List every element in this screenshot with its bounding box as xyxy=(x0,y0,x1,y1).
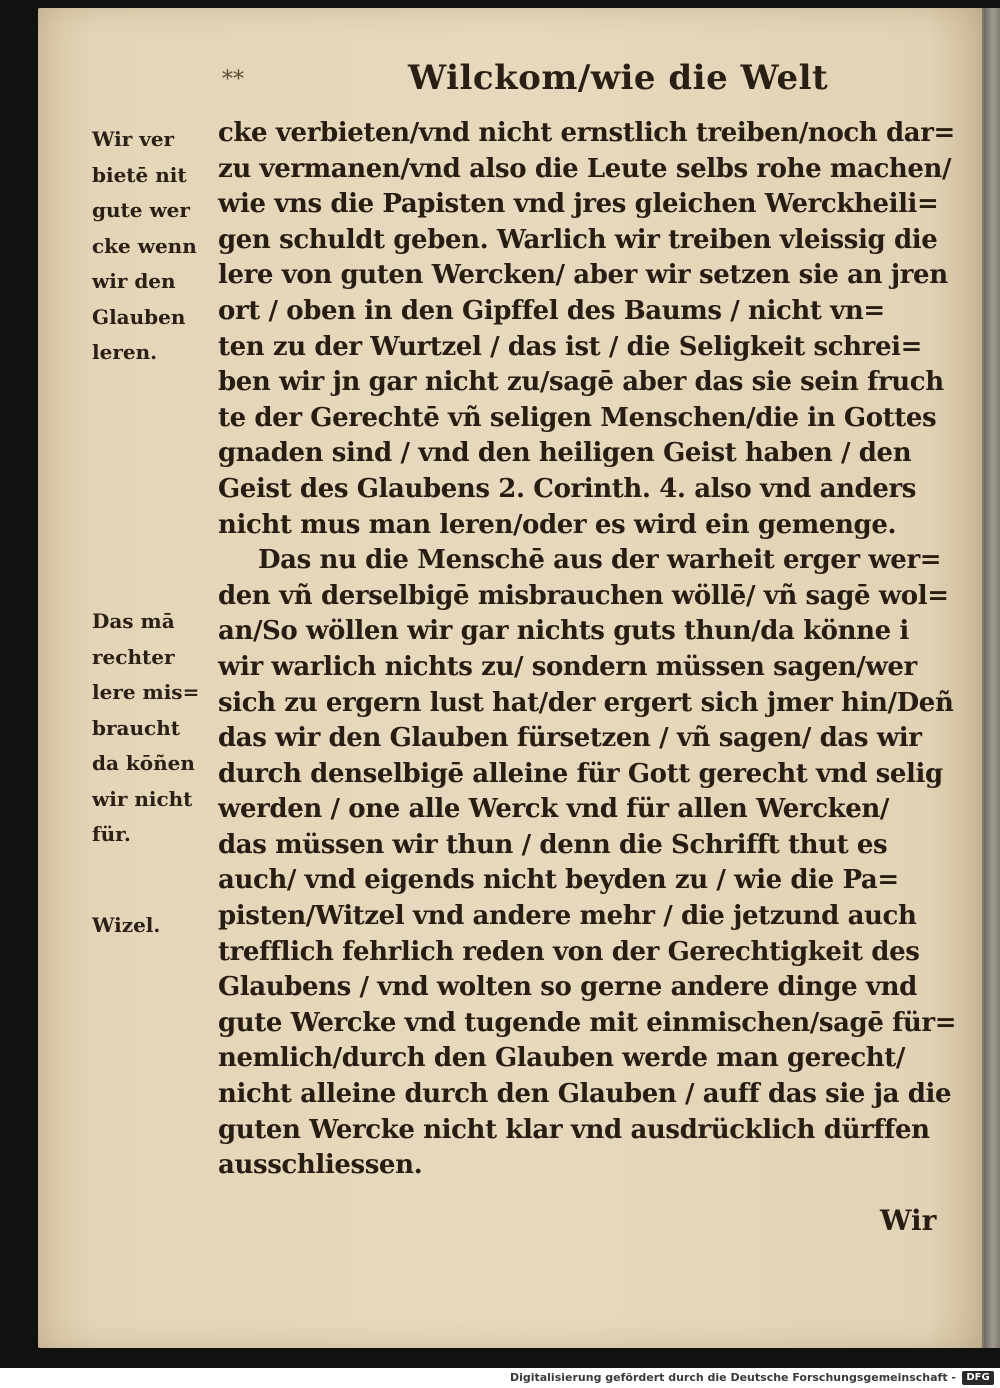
margin-note-2 xyxy=(92,604,220,853)
paragraph-start-line: Das nu die Menschē aus der warheit erger wer= xyxy=(258,545,942,576)
margin-line: cke wenn xyxy=(92,233,197,258)
margin-line: wir den xyxy=(92,269,176,293)
margin-line: leren. xyxy=(92,340,158,364)
text-line: das wir den Glauben fürsetzen / vñ sagen/ das wir xyxy=(218,723,922,754)
text-line: gnaden sind / vnd den heiligen Geist haben / den xyxy=(218,438,912,469)
text-line: cke verbieten/vnd nicht ernstlich treiben/noch dar= xyxy=(218,118,955,148)
margin-line: Das mā xyxy=(92,609,175,633)
margin-line: rechter xyxy=(92,644,175,669)
margin-line: Wir ver xyxy=(92,127,175,151)
text-line: Geist des Glaubens 2. Corinth. 4. also vnd anders xyxy=(218,473,917,504)
text-line: trefflich fehrlich reden von der Gerechtigkeit des xyxy=(218,936,920,967)
ornament: ⁎⁎ xyxy=(222,60,244,85)
text-line: ausschliessen. xyxy=(218,1150,423,1181)
text-line: zu vermanen/vnd also die Leute selbs rohe machen/ xyxy=(218,153,952,184)
catchword: Wir xyxy=(880,1204,937,1237)
text-line: auch/ vnd eigends nicht beyden zu / wie die Pa= xyxy=(218,865,899,896)
text-line: gute Wercke vnd tugende mit einmischen/sagē für= xyxy=(218,1007,957,1038)
funding-credit: Digitalisierung gefördert durch die Deutsche Forschungsgemeinschaft - xyxy=(509,1371,956,1384)
book-spine-edge xyxy=(982,8,1000,1348)
margin-line: bietē nit xyxy=(92,162,187,187)
margin-line: gute wer xyxy=(92,198,190,222)
text-line: den vñ derselbigē misbrauchen wöllē/ vñ sagē wol= xyxy=(218,580,949,611)
text-line: gen schuldt geben. Warlich wir treiben vleissig die xyxy=(218,224,938,255)
text-line: guten Wercke nicht klar vnd ausdrücklich dürffen xyxy=(218,1114,930,1145)
text-line: ort / oben in den Gipffel des Baums / nicht vn= xyxy=(218,295,885,326)
text-line: ben wir jn gar nicht zu/sagē aber das sie sein fruch xyxy=(218,367,944,398)
text-line: an/So wöllen wir gar nichts guts thun/da könne i xyxy=(218,616,909,647)
text-line: wie vns die Papisten vnd jres gleichen Werckheili= xyxy=(218,189,939,220)
margin-line: da kōñen xyxy=(92,751,195,775)
margin-line: Wizel. xyxy=(92,913,161,937)
margin-line: Glauben xyxy=(92,304,186,329)
running-header: Wilckom/wie die Welt xyxy=(408,58,829,98)
text-line: ten zu der Wurtzel / das ist / die Seligkeit schrei= xyxy=(218,331,922,362)
text-line: das müssen wir thun / denn die Schrifft thut es xyxy=(218,829,888,860)
text-line: te der Gerechtē vñ seligen Menschen/die in Gottes xyxy=(218,402,937,433)
margin-line: lere mis= xyxy=(92,680,200,704)
margin-line: wir nicht xyxy=(92,786,193,811)
body-text xyxy=(218,116,970,1184)
text-line: Glaubens / vnd wolten so gerne andere dinge vnd xyxy=(218,972,917,1003)
margin-note-3 xyxy=(92,908,220,944)
text-line: werden / one alle Werck vnd für allen Wercken/ xyxy=(218,794,889,825)
text-line: pisten/Witzel vnd andere mehr / die jetzund auch xyxy=(218,901,917,932)
text-line: durch denselbigē alleine für Gott gerecht vnd selig xyxy=(218,758,943,789)
margin-line: braucht xyxy=(92,715,180,740)
margin-note-1 xyxy=(92,122,220,371)
text-line: nemlich/durch den Glauben werde man gerecht/ xyxy=(218,1043,906,1074)
margin-line: für. xyxy=(92,822,131,846)
text-line: nicht alleine durch den Glauben / auff das sie ja die xyxy=(218,1079,952,1110)
text-line: nicht mus man leren/oder es wird ein gemenge. xyxy=(218,509,897,540)
text-line: lere von guten Wercken/ aber wir setzen sie an jren xyxy=(218,260,948,291)
dfg-logo: DFG xyxy=(962,1371,994,1385)
text-line: sich zu ergern lust hat/der ergert sich jmer hin/Deñ xyxy=(218,687,954,718)
text-line: wir warlich nichts zu/ sondern müssen sagen/wer xyxy=(218,651,917,682)
